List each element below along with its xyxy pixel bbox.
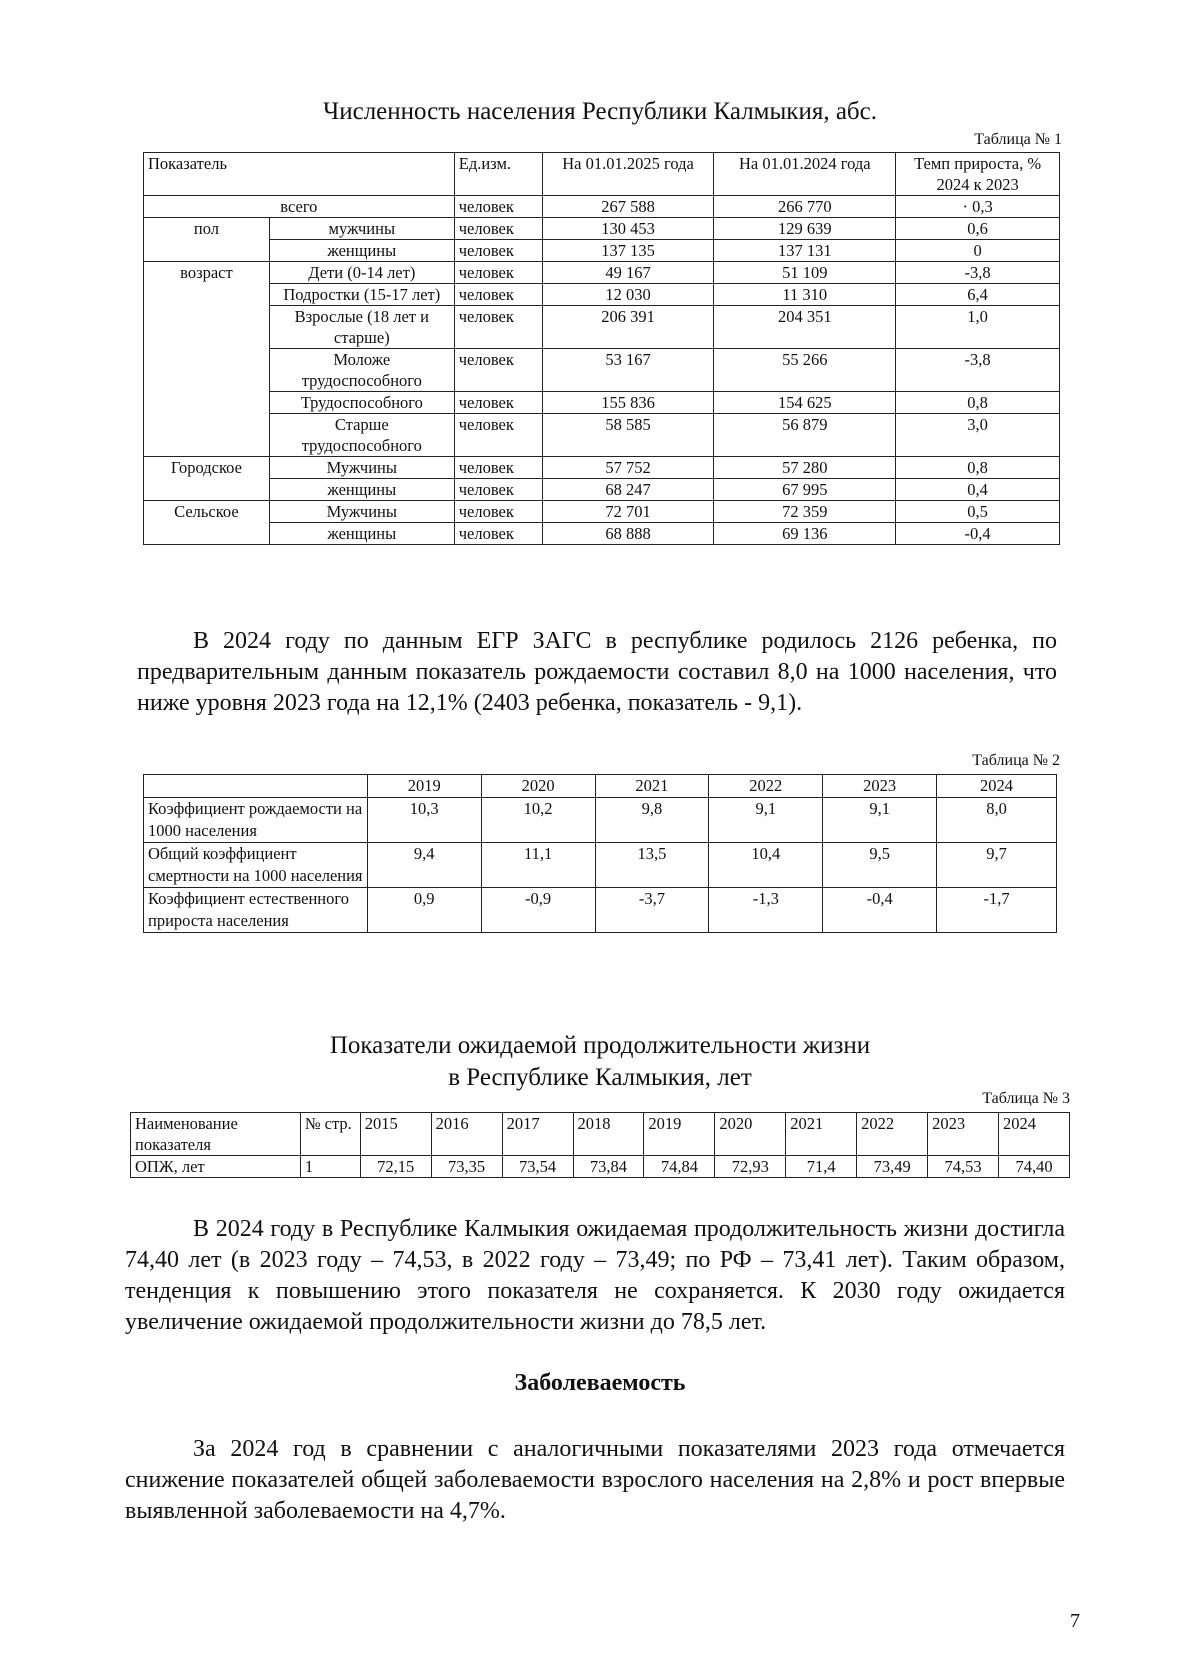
row-value-2024: 154 625 (714, 392, 896, 414)
header-year: 2024 (937, 775, 1057, 798)
row-label: Общий коэффициент смертности на 1000 населения (144, 843, 368, 888)
group-label: Сельское (144, 501, 270, 545)
rates-table (143, 774, 1057, 933)
cell-value: 9,1 (709, 798, 823, 843)
cell-value: -1,3 (709, 888, 823, 933)
row-label: женщины (269, 240, 454, 262)
row-value-2025: 72 701 (542, 501, 714, 523)
header-2024: На 01.01.2024 года (714, 153, 896, 196)
row-value-2024: 129 639 (714, 218, 896, 240)
header-year: 2021 (786, 1113, 857, 1156)
table-row (144, 843, 1057, 888)
row-unit: человек (454, 306, 542, 349)
row-unit: человек (454, 479, 542, 501)
table-row (144, 218, 1060, 240)
row-value-2025: 68 247 (542, 479, 714, 501)
cell-value: -0,9 (481, 888, 595, 933)
cell-value: 74,40 (999, 1156, 1070, 1178)
group-label: пол (144, 218, 270, 262)
cell-value: 73,35 (431, 1156, 502, 1178)
cell-value: 10,4 (709, 843, 823, 888)
row-growth: 1,0 (896, 306, 1060, 349)
row-unit: человек (454, 523, 542, 545)
header-year: 2022 (857, 1113, 928, 1156)
row-unit: человек (454, 240, 542, 262)
header-num: № стр. (300, 1113, 360, 1156)
table-row (144, 523, 1060, 545)
cell-value: 73,54 (502, 1156, 573, 1178)
header-growth: Темп прироста, % 2024 к 2023 (896, 153, 1060, 196)
row-value-2025: 58 585 (542, 414, 714, 457)
header-year: 2015 (360, 1113, 431, 1156)
row-growth: -3,8 (896, 349, 1060, 392)
row-label: Старше трудоспособного (269, 414, 454, 457)
table3-title-line2: в Республике Калмыкия, лет (448, 1064, 752, 1091)
row-label: ОПЖ, лет (131, 1156, 301, 1178)
cell-value: 9,7 (937, 843, 1057, 888)
table-row (144, 284, 1060, 306)
row-value-2025: 206 391 (542, 306, 714, 349)
life-expectancy-table (130, 1112, 1070, 1178)
header-unit: Ед.изм. (454, 153, 542, 196)
paragraph-life-expectancy: В 2024 году в Республике Калмыкия ожидаемая продолжительность жизни достигла 74,40 лет (в 2023 году – 74,53, в 2022 году – 73,49; по РФ – 73,41 лет). Таким образом, тенденция к повышению этого показателя не сохраняется. К 2030 году ожидается увеличение ожидаемой продолжительности жизни до 78,5 лет. (125, 1216, 1065, 1335)
header-year: 2021 (595, 775, 709, 798)
row-label: женщины (269, 479, 454, 501)
page-number: 7 (1070, 1610, 1080, 1632)
header-indicator: Показатель (144, 153, 455, 196)
cell-value: 73,49 (857, 1156, 928, 1178)
row-growth: 0 (896, 240, 1060, 262)
row-unit: человек (454, 392, 542, 414)
row-growth: 0,8 (896, 457, 1060, 479)
group-label: возраст (144, 262, 270, 457)
cell-value: 71,4 (786, 1156, 857, 1178)
header-year: 2023 (823, 775, 937, 798)
cell-value: 72,93 (715, 1156, 786, 1178)
row-label: Коэффициент естественного прироста населения (144, 888, 368, 933)
table-row (144, 262, 1060, 284)
row-growth: 0,5 (896, 501, 1060, 523)
cell-value: 74,84 (644, 1156, 715, 1178)
row-value-2024: 72 359 (714, 501, 896, 523)
header-year: 2023 (928, 1113, 999, 1156)
header-empty (144, 775, 368, 798)
row-label: Моложе трудоспособного (269, 349, 454, 392)
table2-label: Таблица № 2 (972, 752, 1060, 769)
group-label: Городское (144, 457, 270, 501)
row-growth: 6,4 (896, 284, 1060, 306)
header-year: 2018 (573, 1113, 644, 1156)
row-unit: человек (454, 196, 542, 218)
cell-value: 9,8 (595, 798, 709, 843)
header-2025: На 01.01.2025 года (542, 153, 714, 196)
cell-value: 0,9 (367, 888, 481, 933)
table-row (144, 414, 1060, 457)
row-value-2024: 11 310 (714, 284, 896, 306)
header-year: 2020 (481, 775, 595, 798)
row-number: 1 (300, 1156, 360, 1178)
row-value-2024: 204 351 (714, 306, 896, 349)
row-growth: · 0,3 (896, 196, 1060, 218)
row-value-2025: 12 030 (542, 284, 714, 306)
header-year: 2017 (502, 1113, 573, 1156)
header-year: 2019 (644, 1113, 715, 1156)
row-value-2025: 53 167 (542, 349, 714, 392)
cell-value: -3,7 (595, 888, 709, 933)
row-unit: человек (454, 349, 542, 392)
cell-value: -1,7 (937, 888, 1057, 933)
row-value-2025: 267 588 (542, 196, 714, 218)
cell-value: 13,5 (595, 843, 709, 888)
row-value-2025: 130 453 (542, 218, 714, 240)
row-growth: 0,4 (896, 479, 1060, 501)
cell-value: -0,4 (823, 888, 937, 933)
row-unit: человек (454, 414, 542, 457)
row-value-2024: 56 879 (714, 414, 896, 457)
section-heading: Заболеваемость (514, 1370, 686, 1396)
row-value-2025: 68 888 (542, 523, 714, 545)
table1-label: Таблица № 1 (974, 131, 1062, 148)
row-unit: человек (454, 501, 542, 523)
row-label: Мужчины (269, 457, 454, 479)
header-year: 2024 (999, 1113, 1070, 1156)
row-value-2024: 57 280 (714, 457, 896, 479)
row-growth: -0,4 (896, 523, 1060, 545)
row-label: всего (144, 196, 455, 218)
header-year: 2016 (431, 1113, 502, 1156)
table-row (144, 349, 1060, 392)
header-name: Наименование показателя (131, 1113, 301, 1156)
cell-value: 9,1 (823, 798, 937, 843)
table-row (144, 888, 1057, 933)
row-growth: 0,8 (896, 392, 1060, 414)
row-value-2024: 69 136 (714, 523, 896, 545)
row-value-2025: 49 167 (542, 262, 714, 284)
cell-value: 9,4 (367, 843, 481, 888)
row-label: Подростки (15-17 лет) (269, 284, 454, 306)
row-value-2025: 155 836 (542, 392, 714, 414)
population-table (143, 152, 1060, 545)
table-row (144, 798, 1057, 843)
cell-value: 8,0 (937, 798, 1057, 843)
table-row (144, 479, 1060, 501)
row-unit: человек (454, 262, 542, 284)
table-row (144, 240, 1060, 262)
paragraph-morbidity: За 2024 год в сравнении с аналогичными показателями 2023 года отмечается снижение показателей общей заболеваемости взрослого населения на 2,8% и рост впервые выявленной заболеваемости на 4,7%. (125, 1436, 1065, 1524)
row-growth: 0,6 (896, 218, 1060, 240)
row-label: Мужчины (269, 501, 454, 523)
row-value-2024: 55 266 (714, 349, 896, 392)
table-row (144, 306, 1060, 349)
cell-value: 9,5 (823, 843, 937, 888)
table-header-row (144, 153, 1060, 196)
row-value-2025: 57 752 (542, 457, 714, 479)
table1-title: Численность населения Республики Калмыкия, абс. (322, 98, 877, 125)
row-value-2024: 67 995 (714, 479, 896, 501)
row-label: Дети (0-14 лет) (269, 262, 454, 284)
row-label: Трудоспособного (269, 392, 454, 414)
row-value-2024: 266 770 (714, 196, 896, 218)
cell-value: 10,3 (367, 798, 481, 843)
cell-value: 74,53 (928, 1156, 999, 1178)
table3-title-line1: Показатели ожидаемой продолжительности жизни (329, 1032, 871, 1059)
row-label: Взрослые (18 лет и старше) (269, 306, 454, 349)
header-year: 2019 (367, 775, 481, 798)
paragraph-birth-rate: В 2024 году по данным ЕГР ЗАГС в республике родилось 2126 ребенка, по предварительным данным показатель рождаемости составил 8,0 на 1000 населения, что ниже уровня 2023 года на 12,1% (2403 ребенка, показатель - 9,1). (137, 628, 1057, 716)
row-value-2024: 137 131 (714, 240, 896, 262)
table-row (144, 392, 1060, 414)
table-row (144, 196, 1060, 218)
cell-value: 72,15 (360, 1156, 431, 1178)
row-growth: -3,8 (896, 262, 1060, 284)
row-unit: человек (454, 218, 542, 240)
row-unit: человек (454, 284, 542, 306)
row-unit: человек (454, 457, 542, 479)
cell-value: 73,84 (573, 1156, 644, 1178)
row-growth: 3,0 (896, 414, 1060, 457)
table3-label: Таблица № 3 (982, 1090, 1070, 1107)
cell-value: 11,1 (481, 843, 595, 888)
cell-value: 10,2 (481, 798, 595, 843)
table-row (144, 501, 1060, 523)
row-label: мужчины (269, 218, 454, 240)
row-label: Коэффициент рождаемости на 1000 населения (144, 798, 368, 843)
header-year: 2020 (715, 1113, 786, 1156)
table-header-row (131, 1113, 1070, 1156)
header-year: 2022 (709, 775, 823, 798)
row-value-2024: 51 109 (714, 262, 896, 284)
table-header-row (144, 775, 1057, 798)
row-label: женщины (269, 523, 454, 545)
table-row (144, 457, 1060, 479)
row-value-2025: 137 135 (542, 240, 714, 262)
table-row (131, 1156, 1070, 1178)
